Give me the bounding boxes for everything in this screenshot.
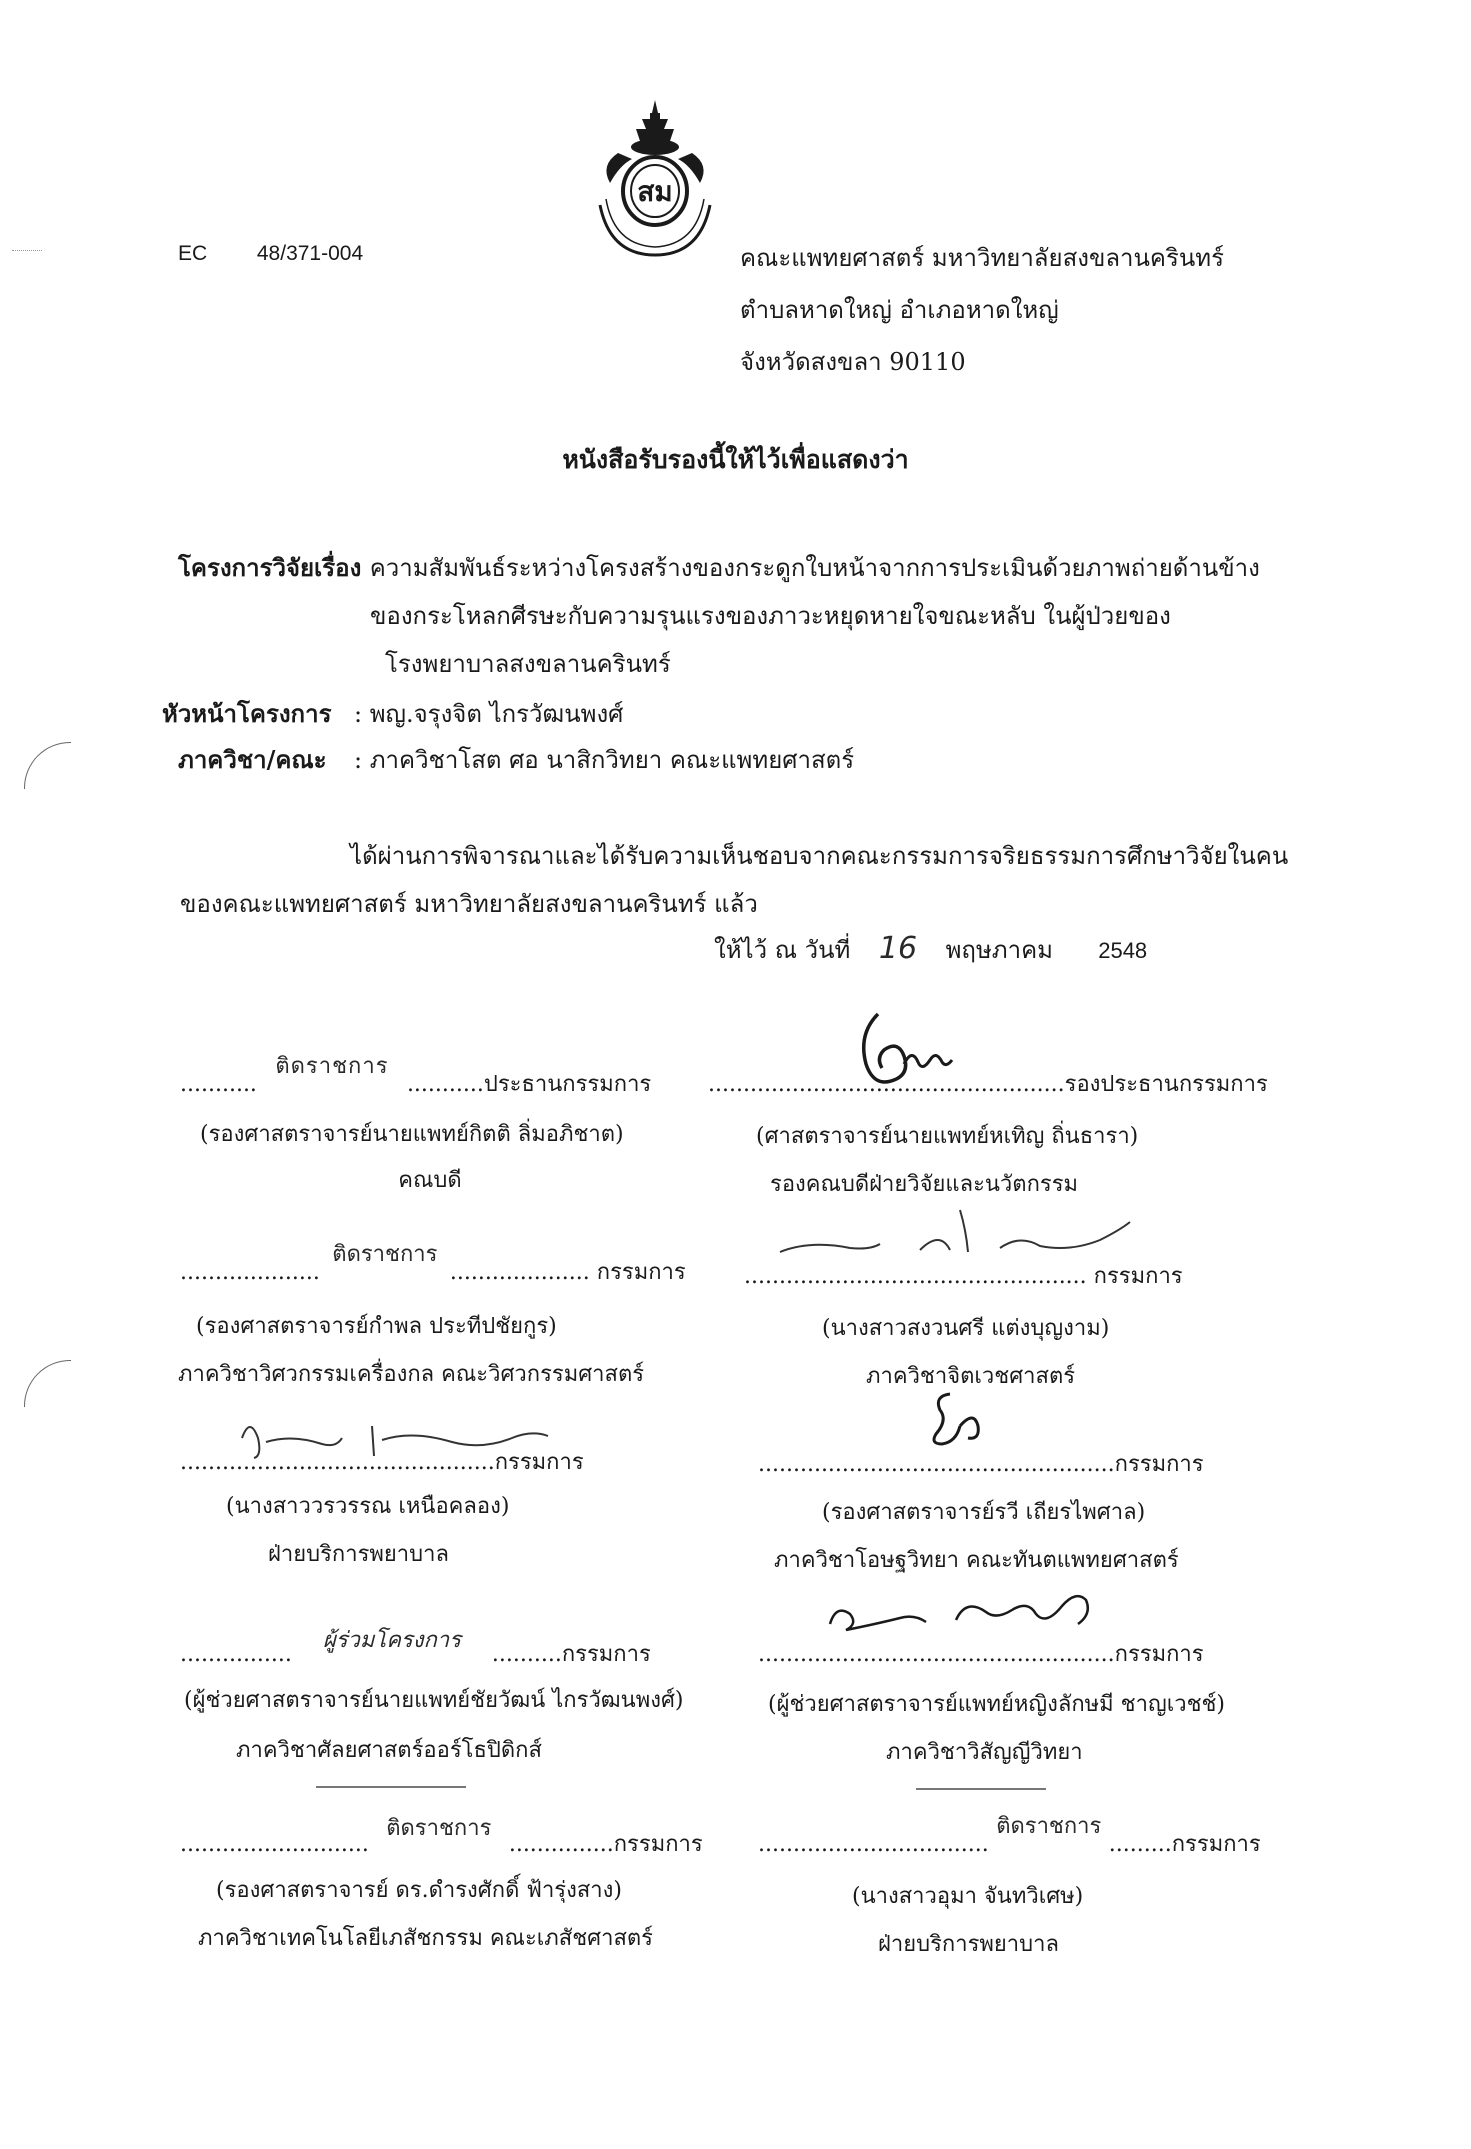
signature-line: .................................ติดราชการ.........กรรมการ — [758, 1826, 1261, 1861]
signatory-position: ภาควิชาจิตเวชศาสตร์ — [866, 1364, 1076, 1389]
signatory-name: (นางสาววรวรรณ เหนือคลอง) — [226, 1494, 510, 1519]
date-year: 2548 — [1098, 938, 1148, 963]
project-title-line: ของกระโหลกศีรษะกับความรุนแรงของภาวะหยุดหายใจขณะหลับ ในผู้ป่วยของ — [370, 602, 1171, 630]
handwritten-note: ติดราชการ — [332, 1242, 438, 1267]
svg-text:สม: สม — [637, 175, 673, 208]
signature-role: กรรมการ — [613, 1832, 703, 1857]
project-title-line: : ความสัมพันธ์ระหว่างโครงสร้างของกระดูกใบหน้าจากการประเมินด้วยภาพถ่ายด้านข้าง — [354, 554, 1260, 582]
seal-icon — [570, 95, 740, 265]
signatory-position: ภาควิชาโอษฐวิทยา คณะทันตแพทยศาสตร์ — [774, 1548, 1179, 1573]
signature-role: กรรมการ — [1114, 1642, 1204, 1667]
project-title-label: โครงการวิจัยเรื่อง — [178, 553, 362, 582]
signatory-position: รองคณบดีฝ่ายวิจัยและนวัตกรรม — [770, 1172, 1079, 1197]
signatory-position: คณบดี — [398, 1168, 462, 1193]
handwritten-note: ผู้ร่วมโครงการ — [322, 1628, 461, 1653]
project-head-value: : พญ.จรุงจิต ไกรวัฒนพงศ์ — [354, 700, 624, 728]
handwritten-note: ติดราชการ — [386, 1816, 492, 1841]
address-line: จังหวัดสงขลา 90110 — [740, 348, 966, 376]
signature-line: ....................ติดราชการ.................... กรรมการ — [180, 1254, 686, 1289]
department-label: ภาควิชา/คณะ — [178, 745, 327, 774]
signature-line: ...................................................กรรมการ — [758, 1452, 1204, 1477]
ref-number: 48/371-004 — [256, 242, 364, 265]
scan-mark — [12, 240, 42, 251]
signature-line: ...................................................รองประธานกรรมการ — [708, 1072, 1268, 1097]
signatory-name: (นางสาวอุมา จันทวิเศษ) — [852, 1884, 1084, 1909]
address-block — [740, 232, 1224, 388]
signatory-name: (รองศาสตราจารย์กำพล ประทีปชัยกูร) — [196, 1314, 557, 1339]
signatory-position: ภาควิชาศัลยศาสตร์ออร์โธปิดิกส์ — [236, 1738, 542, 1763]
signature-line: ................................................. กรรมการ — [744, 1264, 1183, 1289]
stamp-line — [316, 1786, 466, 1788]
signature-role: ประธานกรรมการ — [483, 1072, 652, 1097]
signature-line: ...........................ติดราชการ...............กรรมการ — [180, 1826, 703, 1861]
date-month: พฤษภาคม — [945, 936, 1053, 964]
signatory-position: ฝ่ายบริการพยาบาล — [268, 1542, 449, 1567]
margin-mark — [24, 1360, 71, 1407]
signature-role: รองประธานกรรมการ — [1064, 1072, 1268, 1097]
signature-role: กรรมการ — [561, 1642, 651, 1667]
signature-line: ...........ติดราชการ...........ประธานกรรมการ — [180, 1066, 651, 1101]
issue-date — [714, 930, 1147, 969]
signatory-position: ฝ่ายบริการพยาบาล — [878, 1932, 1059, 1957]
handwritten-note: ติดราชการ — [275, 1054, 389, 1079]
project-head-label: หัวหน้าโครงการ — [162, 699, 332, 728]
signatory-name: (ผู้ช่วยศาสตราจารย์นายแพทย์ชัยวัฒน์ ไกรวัฒนพงศ์) — [184, 1688, 684, 1713]
signature-line: .............................................กรรมการ — [180, 1450, 584, 1475]
margin-mark — [24, 742, 71, 789]
signatory-position: ภาควิชาเทคโนโลยีเภสัชกรรม คณะเภสัชศาสตร์ — [198, 1926, 653, 1951]
project-title-line: โรงพยาบาลสงขลานครินทร์ — [385, 650, 671, 678]
signatory-name: (ศาสตราจารย์นายแพทย์หเทิญ ถิ่นธารา) — [756, 1124, 1139, 1149]
signature-role: กรรมการ — [1114, 1452, 1204, 1477]
department-value: : ภาควิชาโสต ศอ นาสิกวิทยา คณะแพทยศาสตร์ — [354, 746, 855, 774]
signature-role: กรรมการ — [596, 1260, 686, 1285]
signatory-name: (ผู้ช่วยศาสตราจารย์แพทย์หญิงลักษมี ชาญเวชช์) — [768, 1692, 1226, 1717]
signature-line: ...................................................กรรมการ — [758, 1642, 1204, 1667]
faculty-seal — [570, 95, 740, 265]
signature-role: กรรมการ — [1171, 1832, 1261, 1857]
stamp-line — [916, 1788, 1046, 1790]
statement-line: ของคณะแพทยศาสตร์ มหาวิทยาลัยสงขลานครินทร์ แล้ว — [180, 890, 758, 918]
statement-line: ได้ผ่านการพิจารณาและได้รับความเห็นชอบจากคณะกรรมการจริยธรรมการศึกษาวิจัยในคน — [350, 842, 1289, 870]
signatory-name: (นางสาวสงวนศรี แต่งบุญงาม) — [822, 1316, 1110, 1341]
signatory-name: (รองศาสตราจารย์รวี เถียรไพศาล) — [822, 1500, 1146, 1525]
address-line: คณะแพทยศาสตร์ มหาวิทยาลัยสงขลานครินทร์ — [740, 244, 1224, 272]
signatory-position: ภาควิชาวิสัญญีวิทยา — [886, 1740, 1083, 1765]
page-title: หนังสือรับรองนี้ให้ไว้เพื่อแสดงว่า — [562, 445, 909, 474]
address-line: ตำบลหาดใหญ่ อำเภอหาดใหญ่ — [740, 296, 1059, 324]
date-prefix: ให้ไว้ ณ วันที่ — [714, 936, 851, 964]
signature-role: กรรมการ — [1093, 1264, 1183, 1289]
ref-code: EC — [178, 242, 208, 265]
handwritten-note: ติดราชการ — [996, 1814, 1102, 1839]
date-day: 16 — [878, 931, 918, 966]
signatory-name: (รองศาสตราจารย์ ดร.ดำรงศักดิ์ ฟ้ารุ่งสาง) — [216, 1878, 622, 1903]
signatory-name: (รองศาสตราจารย์นายแพทย์กิตติ ลิ่มอภิชาต) — [200, 1122, 624, 1147]
reference-code — [178, 242, 363, 266]
signatory-position: ภาควิชาวิศวกรรมเครื่องกล คณะวิศวกรรมศาสตร์ — [178, 1362, 645, 1387]
signature-line: ................ผู้ร่วมโครงการ..........กรรมการ — [180, 1636, 651, 1671]
signature-role: กรรมการ — [494, 1450, 584, 1475]
